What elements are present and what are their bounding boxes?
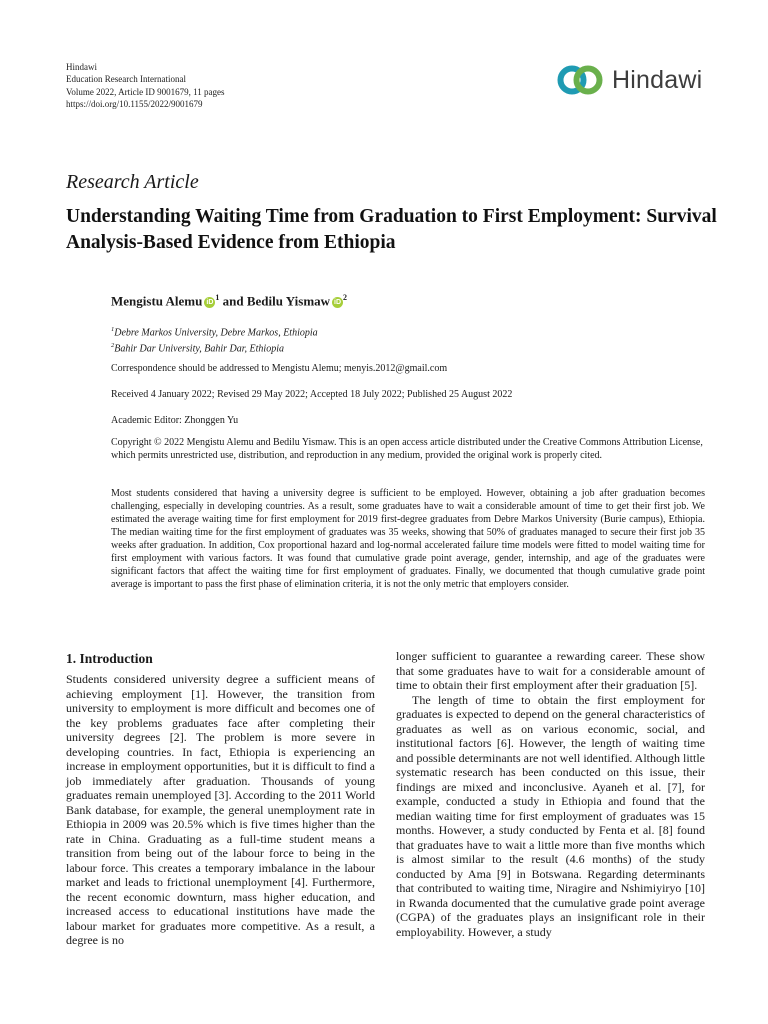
section-heading: 1. Introduction bbox=[66, 651, 153, 666]
abstract: Most students considered that having a university degree is sufficient to be employed. However, obtaining a job after graduation becomes challenging, especially in developing countries. As a result, some graduates have to wait a considerable amount of time to get their first job. We estimated the average waiting time for first employment for 2019 first-degree graduates from Debre Markos University (Burie campus), Ethiopia. The median waiting time for the first employment of graduates was 35 weeks, showing that 50% of graduates managed to secure their first job 35 weeks after graduation. In addition, Cox proportional hazard and log-normal accelerated failure time models were fitted to model waiting time for first employment with various factors. It was found that cumulative grade point average, gender, internship, and age of the graduates were significant factors that affect the waiting time for first employment of graduates. Finally, we documented that though cumulative grade point average is important to pass the first phase of elimination criteria, it is not the only metric that employers consider. bbox=[111, 488, 705, 590]
affiliation-text: Debre Markos University, Debre Markos, Ethiopia bbox=[114, 327, 318, 339]
author-affil-marker: 1 bbox=[215, 293, 220, 302]
body-paragraph: longer sufficient to guarantee a rewarding career. These show that some graduates have to wait for a considerable amount of time to obtain their first employment after their graduation [5]. bbox=[396, 649, 705, 692]
author-list bbox=[111, 293, 347, 309]
hindawi-logo bbox=[556, 62, 702, 98]
orcid-icon[interactable]: iD bbox=[206, 299, 214, 307]
article-title: Understanding Waiting Time from Graduation to First Employment: Survival Analysis-Based Evidence from Ethiopia bbox=[66, 206, 717, 253]
affiliation-number: 2 bbox=[111, 342, 115, 350]
body-column-left bbox=[66, 672, 375, 948]
article-meta bbox=[66, 61, 224, 111]
body-paragraph: The length of time to obtain the first employment for graduates is expected to depend on the general characteristics of graduates as well as on various economic, social, and institutional factors [6]. However, the length of waiting time and possible determinants are not well identified. Although little systematic research has been conducted on this issue, their findings are mixed and inconclusive. Ayaneh et al. [7], for example, conducted a study in Ethiopia and found that the median waiting time for first employment of graduates was 15 months. However, a study conducted by Fenta et al. [8] found that graduates have to wait a little more than five months which is almost similar to the result (4.6 months) of the study conducted by Ama [9] in Botswana. Regarding determinants that contributed to waiting time, Niragire and Nshimiyiryo [10] in Rwanda documented that the cumulative grade point average (CGPA) of the graduates plays an insignificant role in their employability. However, a study bbox=[396, 692, 705, 939]
publisher-name: Hindawi bbox=[66, 62, 97, 72]
correspondence: Correspondence should be addressed to Mengistu Alemu; menyis.2012@gmail.com bbox=[111, 363, 448, 374]
publication-dates: Received 4 January 2022; Revised 29 May 2022; Accepted 18 July 2022; Published 25 August 2022 bbox=[111, 389, 513, 400]
affiliations bbox=[111, 323, 318, 356]
academic-editor: Academic Editor: Zhonggen Yu bbox=[111, 415, 239, 426]
hindawi-logo-text: Hindawi bbox=[612, 65, 703, 94]
orcid-icon[interactable]: iD bbox=[334, 299, 342, 307]
author-joiner: and bbox=[222, 293, 244, 309]
affiliation-number: 1 bbox=[111, 326, 115, 333]
body-column-right bbox=[396, 649, 705, 939]
author-affil-marker: 2 bbox=[343, 293, 348, 302]
journal-name: Education Research International bbox=[66, 74, 186, 85]
author-name[interactable]: Bedilu Yismaw bbox=[246, 293, 331, 309]
body-paragraph: Students considered university degree a sufficient means of achieving employment [1]. However, the transition from university to employment is more difficult and becomes one of the key problems graduates face after completing their university degrees [2]. The problem is more severe in developing countries. In fact, Ethiopia is experiencing an increase in employment opportunities, but it is difficult to find a job immediately after graduation. Thousands of young graduates remain unemployed [3]. According to the 2011 World Bank database, for example, the general unemployment rate in Ethiopia in 2009 was 20.5% which is five times higher than the rate in China. Graduating as a full-time student means a transition from being out of the labour force to being in the labour force. This creates a temporary imbalance in the labour market and leads to frictional unemployment [4]. Furthermore, the recent economic downturn, mass higher education, and increased access to educational institutions have made the labour market for graduates more competitive. As a result, a degree is no bbox=[66, 672, 375, 947]
doi-link[interactable]: https://doi.org/10.1155/2022/9001679 bbox=[66, 99, 203, 110]
volume-info: Volume 2022, Article ID 9001679, 11 pages bbox=[66, 86, 225, 97]
article-type: Research Article bbox=[66, 171, 199, 193]
affiliation-text: Bahir Dar University, Bahir Dar, Ethiopia bbox=[114, 343, 284, 355]
author-name[interactable]: Mengistu Alemu bbox=[111, 293, 203, 309]
copyright-notice: Copyright © 2022 Mengistu Alemu and Bedilu Yismaw. This is an open access article distributed under the Creative Commons Attribution License, which permits unrestricted use, distribution, and reproduction in any medium, provided the original work is properly cited. bbox=[111, 437, 703, 461]
affiliation bbox=[111, 323, 318, 339]
hindawi-logo-icon bbox=[556, 62, 606, 98]
affiliation bbox=[111, 339, 318, 355]
